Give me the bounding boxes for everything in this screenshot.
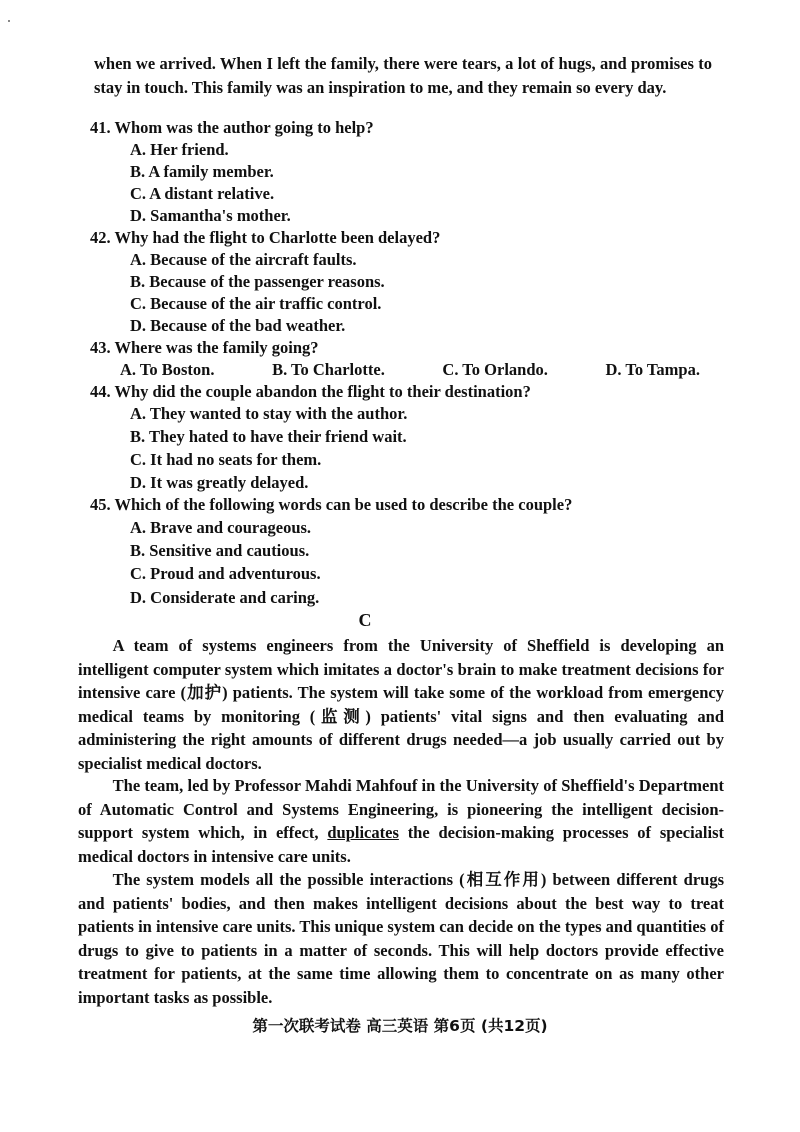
- option-42-a: A. Because of the aircraft faults.: [130, 250, 357, 269]
- intro-paragraph: when we arrived. When I left the family, there were tears, a lot of hugs, and promises to stay in touch. This family was an inspiration to me, and they remain so every day.: [94, 54, 712, 97]
- options-row-43: [120, 360, 700, 380]
- question-stem: Why did the couple abandon the flight to their destination?: [114, 382, 531, 401]
- option-43-d: D. To Tampa.: [605, 360, 700, 379]
- paragraph-2-text-start: The team, led by Professor Mahdi Mahfouf in the University of Sheffield's Department of Automatic Control and Systems Engineering, is pioneering the intelligent decision-support system which, in effect,: [78, 776, 724, 843]
- question-45: [90, 495, 572, 515]
- question-41: [90, 118, 374, 138]
- option-41-c: C. A distant relative.: [130, 184, 275, 203]
- underlined-word: duplicates: [327, 823, 399, 843]
- scan-speck: [8, 20, 10, 22]
- passage-paragraph-3: The system models all the possible interactions (相互作用) between different drugs and patients' bodies, and then makes intelligent decisions about the best way to treat patients in intensive care units. This unique system can decide on the types and quantities of drugs to give to patients in a matter of seconds. This will help doctors provide effective treatment for patients, at the same time allowing them to concentrate on as many other important tasks as possible.: [78, 870, 724, 1007]
- passage-paragraph-1: A team of systems engineers from the University of Sheffield is developing an intelligent computer system which imitates a doctor's brain to make treatment decisions for intensive care (加护) patients. The system will take some of the workload from emergency medical teams by monitoring (监测) patients' vital signs and then evaluating and administering the right amounts of different drugs needed—a job usually carried out by specialist medical doctors.: [78, 636, 724, 773]
- question-number: 45.: [90, 495, 111, 514]
- question-number: 43.: [90, 338, 111, 357]
- option-42-b: B. Because of the passenger reasons.: [130, 272, 385, 291]
- option-41-b: B. A family member.: [130, 162, 274, 181]
- question-number: 42.: [90, 228, 111, 247]
- option-45-a: A. Brave and courageous.: [130, 518, 312, 537]
- option-43-a: A. To Boston.: [120, 360, 215, 379]
- option-42-c: C. Because of the air traffic control.: [130, 294, 382, 313]
- question-44: [90, 382, 531, 402]
- question-stem: Where was the family going?: [114, 338, 319, 357]
- option-43-b: B. To Charlotte.: [272, 360, 385, 379]
- question-number: 41.: [90, 118, 111, 137]
- option-44-c: C. It had no seats for them.: [130, 450, 322, 469]
- option-45-c: C. Proud and adventurous.: [130, 564, 321, 583]
- question-stem: Whom was the author going to help?: [114, 118, 374, 137]
- option-45-d: D. Considerate and caring.: [130, 588, 320, 607]
- option-41-d: D. Samantha's mother.: [130, 206, 291, 225]
- option-42-d: D. Because of the bad weather.: [130, 316, 346, 335]
- page-footer: 第一次联考试卷 高三英语 第6页 (共12页): [252, 1017, 548, 1035]
- question-42: [90, 228, 440, 248]
- section-heading: C: [358, 610, 372, 630]
- question-stem: Why had the flight to Charlotte been delayed?: [114, 228, 441, 247]
- option-43-c: C. To Orlando.: [442, 360, 548, 379]
- option-41-a: A. Her friend.: [130, 140, 229, 159]
- question-stem: Which of the following words can be used to describe the couple?: [114, 495, 573, 514]
- option-44-d: D. It was greatly delayed.: [130, 473, 309, 492]
- question-number: 44.: [90, 382, 111, 401]
- passage-paragraph-2: [78, 774, 724, 868]
- option-44-a: A. They wanted to stay with the author.: [130, 404, 408, 423]
- option-45-b: B. Sensitive and cautious.: [130, 541, 310, 560]
- paragraph-2-text-end: the decision-making processes of specialist medical doctors in intensive care units.: [78, 823, 725, 866]
- question-43: [90, 338, 319, 358]
- option-44-b: B. They hated to have their friend wait.: [130, 427, 407, 446]
